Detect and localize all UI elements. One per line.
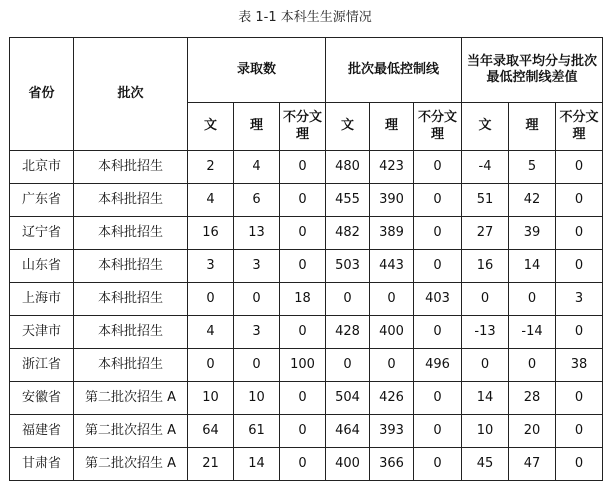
- line-arts-cell: 504: [326, 382, 370, 415]
- diff-unified-cell: 0: [556, 217, 603, 250]
- diff-science-cell: 47: [509, 448, 556, 481]
- province-cell: 天津市: [10, 316, 74, 349]
- diff-science-cell: 20: [509, 415, 556, 448]
- line-arts-cell: 503: [326, 250, 370, 283]
- province-cell: 辽宁省: [10, 217, 74, 250]
- batch-cell: 第二批次招生 A: [74, 382, 188, 415]
- table-row: [10, 283, 603, 316]
- batch-cell: 本科批招生: [74, 349, 188, 382]
- line-science-cell: 426: [370, 382, 414, 415]
- line-arts-cell: 428: [326, 316, 370, 349]
- header-province: 省份: [10, 38, 74, 151]
- admission-table: [9, 37, 603, 481]
- line-unified-cell: 0: [414, 217, 462, 250]
- line-unified-cell: 0: [414, 250, 462, 283]
- admitted-unified-cell: 0: [280, 316, 326, 349]
- batch-cell: 第二批次招生 A: [74, 448, 188, 481]
- admitted-arts-cell: 0: [188, 349, 234, 382]
- diff-arts-cell: 27: [462, 217, 509, 250]
- line-unified-cell: 0: [414, 184, 462, 217]
- admitted-arts-cell: 2: [188, 151, 234, 184]
- admitted-science-cell: 4: [234, 151, 280, 184]
- table-row: [10, 349, 603, 382]
- province-cell: 甘肃省: [10, 448, 74, 481]
- diff-unified-cell: 0: [556, 415, 603, 448]
- admitted-science-cell: 14: [234, 448, 280, 481]
- admitted-arts-cell: 64: [188, 415, 234, 448]
- line-unified-cell: 403: [414, 283, 462, 316]
- diff-science-cell: 14: [509, 250, 556, 283]
- batch-cell: 本科批招生: [74, 217, 188, 250]
- header-diff: 当年录取平均分与批次最低控制线差值: [462, 38, 603, 103]
- line-arts-cell: 0: [326, 349, 370, 382]
- line-arts-cell: 0: [326, 283, 370, 316]
- diff-science-cell: 0: [509, 349, 556, 382]
- subheader-admitted-unified: 不分文理: [280, 103, 326, 151]
- line-unified-cell: 0: [414, 316, 462, 349]
- diff-science-cell: -14: [509, 316, 556, 349]
- admitted-science-cell: 3: [234, 250, 280, 283]
- subheader-admitted-science: 理: [234, 103, 280, 151]
- line-unified-cell: 496: [414, 349, 462, 382]
- line-science-cell: 443: [370, 250, 414, 283]
- diff-arts-cell: 45: [462, 448, 509, 481]
- line-science-cell: 423: [370, 151, 414, 184]
- province-cell: 福建省: [10, 415, 74, 448]
- admitted-arts-cell: 10: [188, 382, 234, 415]
- province-cell: 浙江省: [10, 349, 74, 382]
- batch-cell: 本科批招生: [74, 250, 188, 283]
- subheader-line-unified: 不分文理: [414, 103, 462, 151]
- line-science-cell: 390: [370, 184, 414, 217]
- admitted-science-cell: 0: [234, 349, 280, 382]
- province-cell: 上海市: [10, 283, 74, 316]
- line-arts-cell: 480: [326, 151, 370, 184]
- diff-arts-cell: -4: [462, 151, 509, 184]
- admitted-unified-cell: 0: [280, 151, 326, 184]
- subheader-line-arts: 文: [326, 103, 370, 151]
- line-unified-cell: 0: [414, 415, 462, 448]
- diff-science-cell: 28: [509, 382, 556, 415]
- admitted-arts-cell: 16: [188, 217, 234, 250]
- diff-unified-cell: 0: [556, 250, 603, 283]
- line-science-cell: 400: [370, 316, 414, 349]
- line-science-cell: 0: [370, 349, 414, 382]
- diff-arts-cell: 51: [462, 184, 509, 217]
- diff-science-cell: 0: [509, 283, 556, 316]
- table-row: [10, 217, 603, 250]
- subheader-diff-arts: 文: [462, 103, 509, 151]
- line-science-cell: 389: [370, 217, 414, 250]
- admitted-unified-cell: 0: [280, 415, 326, 448]
- province-cell: 安徽省: [10, 382, 74, 415]
- header-admitted: 录取数: [188, 38, 326, 103]
- batch-cell: 本科批招生: [74, 316, 188, 349]
- subheader-diff-unified: 不分文理: [556, 103, 603, 151]
- table-row: [10, 184, 603, 217]
- table-row: [10, 415, 603, 448]
- subheader-line-science: 理: [370, 103, 414, 151]
- subheader-diff-science: 理: [509, 103, 556, 151]
- admitted-science-cell: 6: [234, 184, 280, 217]
- diff-science-cell: 39: [509, 217, 556, 250]
- diff-arts-cell: 0: [462, 283, 509, 316]
- line-arts-cell: 400: [326, 448, 370, 481]
- batch-cell: 第二批次招生 A: [74, 415, 188, 448]
- table-row: [10, 382, 603, 415]
- table-row: [10, 151, 603, 184]
- admitted-arts-cell: 0: [188, 283, 234, 316]
- diff-unified-cell: 0: [556, 316, 603, 349]
- line-science-cell: 366: [370, 448, 414, 481]
- admitted-science-cell: 13: [234, 217, 280, 250]
- diff-arts-cell: 14: [462, 382, 509, 415]
- line-arts-cell: 455: [326, 184, 370, 217]
- batch-cell: 本科批招生: [74, 283, 188, 316]
- line-arts-cell: 464: [326, 415, 370, 448]
- diff-science-cell: 5: [509, 151, 556, 184]
- table-row: [10, 250, 603, 283]
- diff-unified-cell: 3: [556, 283, 603, 316]
- line-science-cell: 393: [370, 415, 414, 448]
- batch-cell: 本科批招生: [74, 151, 188, 184]
- diff-arts-cell: 0: [462, 349, 509, 382]
- admitted-science-cell: 0: [234, 283, 280, 316]
- diff-arts-cell: -13: [462, 316, 509, 349]
- table-caption: 表 1-1 本科生生源情况: [238, 10, 372, 25]
- admitted-unified-cell: 0: [280, 184, 326, 217]
- line-arts-cell: 482: [326, 217, 370, 250]
- subheader-admitted-arts: 文: [188, 103, 234, 151]
- line-unified-cell: 0: [414, 151, 462, 184]
- line-unified-cell: 0: [414, 382, 462, 415]
- diff-arts-cell: 10: [462, 415, 509, 448]
- line-unified-cell: 0: [414, 448, 462, 481]
- province-cell: 山东省: [10, 250, 74, 283]
- admitted-arts-cell: 4: [188, 316, 234, 349]
- line-science-cell: 0: [370, 283, 414, 316]
- diff-unified-cell: 0: [556, 448, 603, 481]
- admitted-unified-cell: 0: [280, 250, 326, 283]
- admitted-science-cell: 3: [234, 316, 280, 349]
- admitted-arts-cell: 3: [188, 250, 234, 283]
- admitted-unified-cell: 100: [280, 349, 326, 382]
- diff-unified-cell: 0: [556, 184, 603, 217]
- diff-unified-cell: 0: [556, 151, 603, 184]
- admitted-unified-cell: 18: [280, 283, 326, 316]
- admitted-science-cell: 10: [234, 382, 280, 415]
- admitted-unified-cell: 0: [280, 217, 326, 250]
- province-cell: 北京市: [10, 151, 74, 184]
- admitted-arts-cell: 21: [188, 448, 234, 481]
- admitted-science-cell: 61: [234, 415, 280, 448]
- province-cell: 广东省: [10, 184, 74, 217]
- table-row: [10, 448, 603, 481]
- table-row: [10, 316, 603, 349]
- diff-science-cell: 42: [509, 184, 556, 217]
- diff-unified-cell: 0: [556, 382, 603, 415]
- admitted-arts-cell: 4: [188, 184, 234, 217]
- header-batch: 批次: [74, 38, 188, 151]
- admitted-unified-cell: 0: [280, 382, 326, 415]
- admitted-unified-cell: 0: [280, 448, 326, 481]
- diff-unified-cell: 38: [556, 349, 603, 382]
- header-control-line: 批次最低控制线: [326, 38, 462, 103]
- header-row-1: [10, 38, 603, 103]
- batch-cell: 本科批招生: [74, 184, 188, 217]
- diff-arts-cell: 16: [462, 250, 509, 283]
